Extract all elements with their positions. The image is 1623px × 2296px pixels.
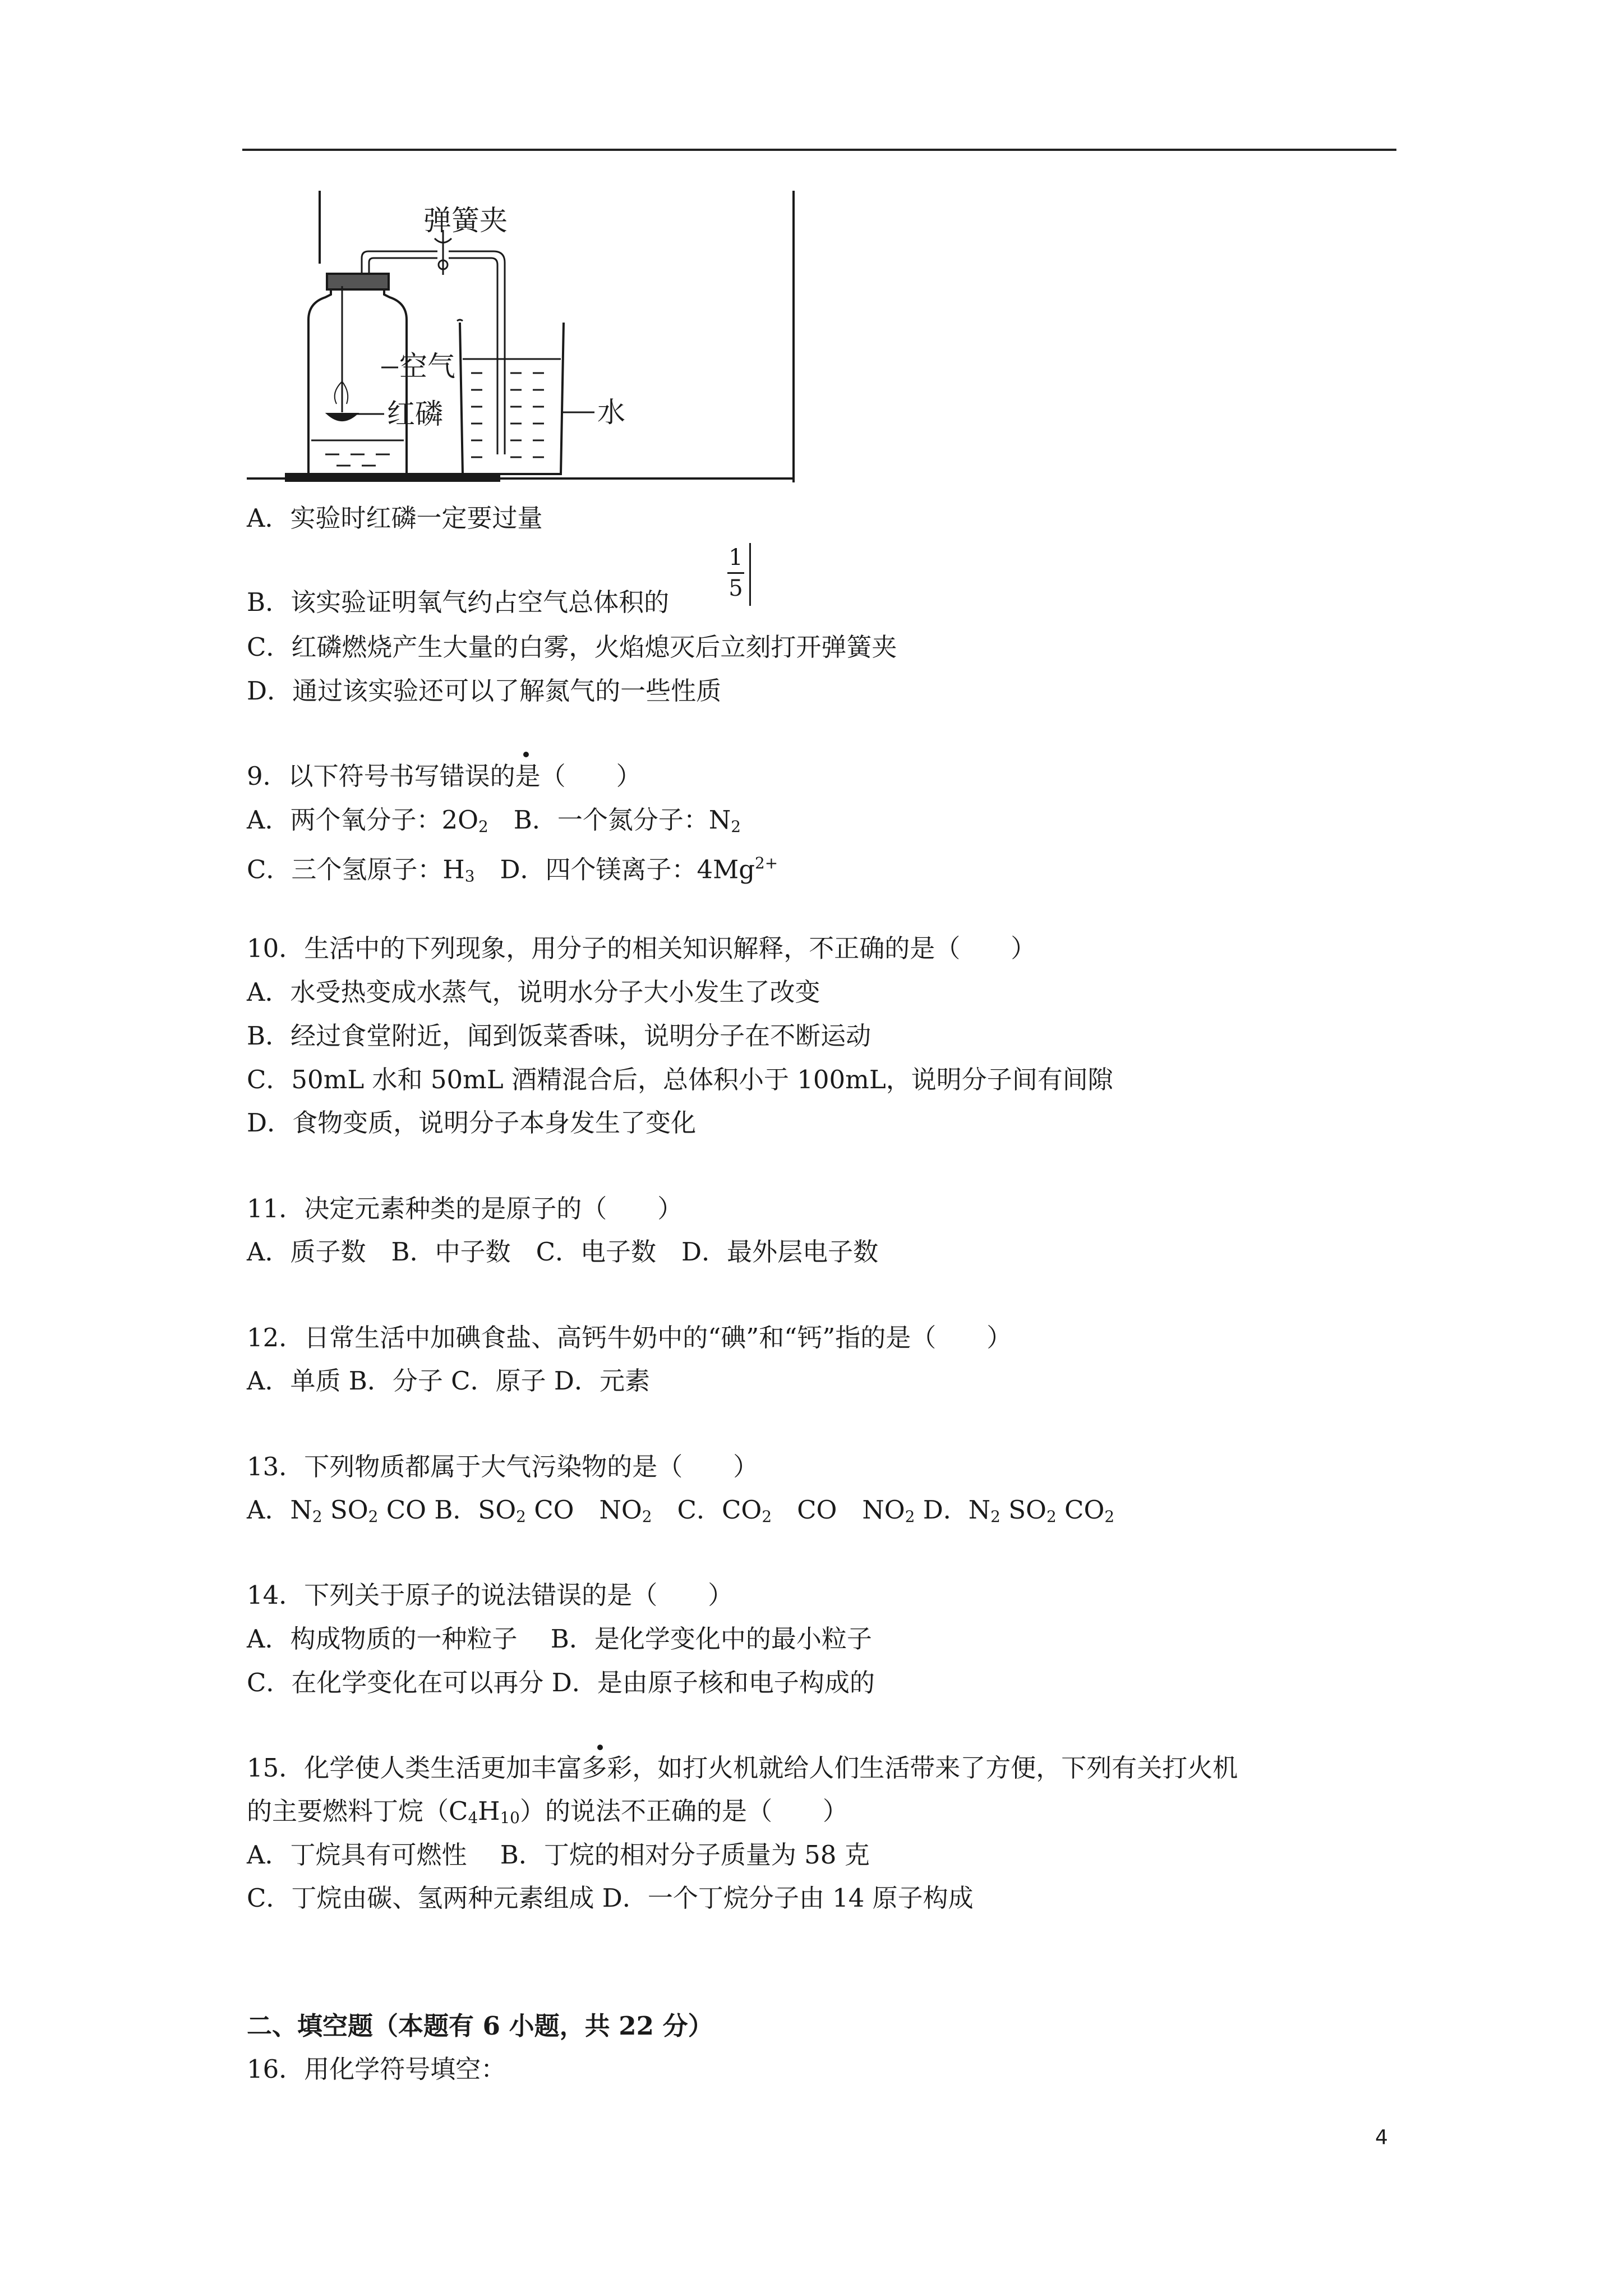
q10-option-a: A．水受热变成水蒸气，说明水分子大小发生了改变 bbox=[247, 977, 820, 1007]
section-title: 二、填空题（本题有 6 小题，共 22 分） bbox=[247, 2011, 713, 2041]
beaker bbox=[460, 323, 564, 474]
q15-options-ab: A．丁烷具有可燃性 B．丁烷的相对分子质量为 58 克 bbox=[247, 1840, 870, 1870]
emphasis-dot bbox=[523, 752, 529, 757]
page-number: 4 bbox=[1375, 2126, 1388, 2149]
q11-stem: 11．决定元素种类的是原子的（ ） bbox=[247, 1194, 683, 1223]
q10-option-c: C．50mL 水和 50mL 酒精混合后，总体积小于 100mL，说明分子间有间隙 bbox=[247, 1065, 1113, 1094]
label-phosphorus: 红磷 bbox=[387, 398, 443, 430]
q8-option-c: C．红磷燃烧产生大量的白雾，火焰熄灭后立刻打开弹簧夹 bbox=[247, 632, 897, 662]
q15-stem-line2: 的主要燃料丁烷$(C_4H_{10})$的说法不正确的是（ ） bbox=[247, 1796, 848, 1828]
q13-stem: 13．下列物质都属于大气污染物的是（ ） bbox=[247, 1452, 759, 1481]
q16-stem: 16．用化学符号填空： bbox=[247, 2054, 506, 2084]
q8-option-d: D．通过该实验还可以了解氮气的一些性质 bbox=[247, 676, 722, 706]
label-clip: 弹簧夹 bbox=[423, 204, 508, 237]
q10-option-d: D．食物变质，说明分子本身发生了变化 bbox=[247, 1108, 697, 1138]
emphasis-dot bbox=[597, 1745, 603, 1750]
gas-jar bbox=[308, 286, 407, 474]
fraction-one-fifth: 1 5 bbox=[727, 544, 744, 602]
q14-options-cd: C．在化学变化在可以再分 D．是由原子核和电子构成的 bbox=[247, 1668, 875, 1697]
q9-stem: 9．以下符号书写错误的是（ ） bbox=[247, 761, 642, 791]
q9-options-ab: A．两个氧分子：$2O_2$ B．一个氮分子：$N_2$ bbox=[247, 805, 741, 836]
q8-option-b: B．该实验证明氧气约占空气总体积的 bbox=[247, 587, 670, 617]
q12-options: A．单质 B．分子 C．原子 D．元素 bbox=[247, 1366, 650, 1396]
q8-option-a: A．实验时红磷一定要过量 bbox=[247, 503, 543, 533]
q14-options-ab: A．构成物质的一种粒子 B．是化学变化中的最小粒子 bbox=[247, 1624, 872, 1654]
q13-options: A．$N_2$ $SO_2$ CO B．$SO_2$ CO $NO_2$ C．$CO_2$ CO $NO_2$ D．$N_2$ $SO_2$ $CO_2$ bbox=[247, 1495, 1115, 1526]
combustion-spoon bbox=[328, 414, 356, 420]
experiment-figure bbox=[247, 191, 796, 482]
q15-options-cd: C．丁烷由碳、氢两种元素组成 D．一个丁烷分子由 14 原子构成 bbox=[247, 1883, 974, 1913]
q12-stem: 12．日常生活中加碘食盐、高钙牛奶中的“碘”和“钙”指的是（ ） bbox=[247, 1323, 1012, 1352]
q10-stem: 10．生活中的下列现象，用分子的相关知识解释，不正确的是（ ） bbox=[247, 933, 1036, 963]
q15-stem-line1: 15．化学使人类生活更加丰富多彩，如打火机就给人们生活带来了方便，下列有关打火机 bbox=[247, 1753, 1238, 1783]
header-rule bbox=[242, 149, 1396, 151]
q9-options-cd: C．三个氢原子：$H_3$ D．四个镁离子：$4Mg^{2+}$ bbox=[247, 854, 778, 886]
q14-stem: 14．下列关于原子的说法错误的是（ ） bbox=[247, 1580, 734, 1610]
label-water: 水 bbox=[597, 396, 625, 429]
label-air: 空气 bbox=[399, 350, 455, 383]
fraction-bracket bbox=[749, 543, 751, 606]
q10-option-b: B．经过食堂附近，闻到饭菜香味，说明分子在不断运动 bbox=[247, 1021, 872, 1051]
q11-options: A．质子数 B．中子数 C．电子数 D．最外层电子数 bbox=[247, 1237, 879, 1267]
stopper bbox=[327, 274, 389, 289]
